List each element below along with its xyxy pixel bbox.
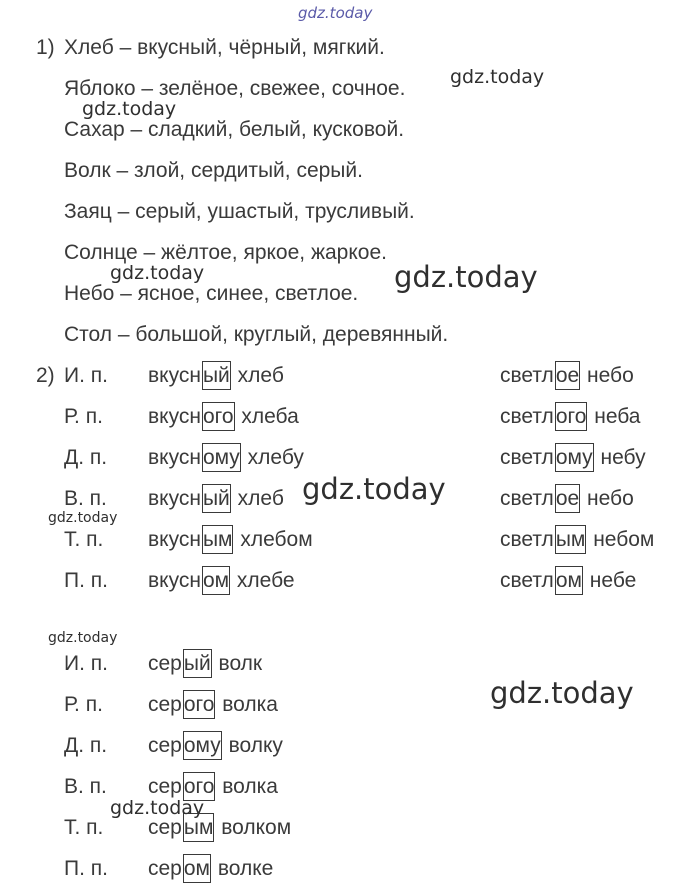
case-label: П. п. bbox=[64, 569, 108, 592]
noun: хлебу bbox=[247, 446, 304, 469]
phrase-bright-sky bbox=[500, 446, 646, 470]
stem: светл bbox=[500, 446, 554, 469]
stem: сер bbox=[148, 652, 182, 675]
phrase-grey-wolf bbox=[148, 652, 262, 676]
ending-box: ый bbox=[183, 649, 212, 678]
noun: волка bbox=[222, 693, 278, 716]
stem: светл bbox=[500, 364, 554, 387]
ending-box: ым bbox=[202, 525, 234, 554]
watermark: gdz.today bbox=[394, 260, 538, 294]
case-label: Т. п. bbox=[64, 816, 104, 839]
watermark-top: gdz.today bbox=[298, 4, 373, 22]
stem: сер bbox=[148, 816, 182, 839]
stem: сер bbox=[148, 857, 182, 880]
noun: волку bbox=[228, 734, 283, 757]
ending-box: ым bbox=[555, 525, 587, 554]
phrase-bright-sky bbox=[500, 569, 636, 593]
part1-line: Яблоко – зелёное, свежее, сочное. bbox=[64, 77, 406, 100]
noun: хлебом bbox=[240, 528, 313, 551]
stem: вкусн bbox=[148, 487, 201, 510]
phrase-grey-wolf bbox=[148, 693, 278, 717]
phrase-grey-wolf bbox=[148, 775, 278, 799]
ending-box: ого bbox=[555, 402, 588, 431]
stem: сер bbox=[148, 775, 182, 798]
case-label: И. п. bbox=[64, 364, 108, 387]
case-label: Т. п. bbox=[64, 528, 104, 551]
ending-box: ое bbox=[555, 484, 580, 513]
phrase-bright-sky bbox=[500, 487, 634, 511]
ending-box: ом bbox=[555, 566, 583, 595]
stem: вкусн bbox=[148, 364, 201, 387]
ending-box: ого bbox=[183, 690, 216, 719]
phrase-tasty-bread bbox=[148, 446, 304, 470]
stem: сер bbox=[148, 734, 182, 757]
watermark: gdz.today bbox=[110, 797, 205, 819]
ending-box: ом bbox=[202, 566, 230, 595]
part1-line: Солнце – жёлтое, яркое, жаркое. bbox=[64, 241, 387, 264]
case-label: Р. п. bbox=[64, 405, 103, 428]
stem: вкусн bbox=[148, 528, 201, 551]
stem: светл bbox=[500, 528, 554, 551]
noun: небо bbox=[587, 487, 634, 510]
stem: вкусн bbox=[148, 569, 201, 592]
case-label: И. п. bbox=[64, 652, 108, 675]
noun: небо bbox=[587, 364, 634, 387]
stem: светл bbox=[500, 487, 554, 510]
watermark: gdz.today bbox=[302, 472, 446, 506]
ending-box: ому bbox=[555, 443, 594, 472]
noun: хлебе bbox=[236, 569, 295, 592]
stem: светл bbox=[500, 569, 554, 592]
noun: небе bbox=[589, 569, 637, 592]
part1-line: Сахар – сладкий, белый, кусковой. bbox=[64, 118, 405, 141]
watermark: gdz.today bbox=[110, 262, 205, 284]
case-label: В. п. bbox=[64, 775, 107, 798]
part1-number: 1) bbox=[36, 36, 55, 59]
noun: волке bbox=[217, 857, 274, 880]
ending-box: ым bbox=[183, 813, 215, 842]
part2-number: 2) bbox=[36, 364, 55, 387]
case-label: П. п. bbox=[64, 857, 108, 880]
stem: светл bbox=[500, 405, 554, 428]
phrase-tasty-bread bbox=[148, 487, 284, 511]
part1-line: Стол – большой, круглый, деревянный. bbox=[64, 323, 449, 346]
ending-box: ый bbox=[202, 484, 231, 513]
phrase-grey-wolf bbox=[148, 857, 273, 881]
watermark: gdz.today bbox=[490, 676, 634, 710]
ending-box: ого bbox=[183, 772, 216, 801]
stem: вкусн bbox=[148, 446, 201, 469]
noun: неба bbox=[594, 405, 641, 428]
phrase-tasty-bread bbox=[148, 569, 295, 593]
ending-box: ого bbox=[202, 402, 235, 431]
watermark: gdz.today bbox=[82, 98, 177, 120]
noun: небом bbox=[593, 528, 655, 551]
phrase-grey-wolf bbox=[148, 816, 291, 840]
case-label: Д. п. bbox=[64, 734, 108, 757]
ending-box: ое bbox=[555, 361, 580, 390]
noun: волком bbox=[221, 816, 292, 839]
phrase-grey-wolf bbox=[148, 734, 283, 758]
watermark: gdz.today bbox=[48, 630, 118, 646]
part1-line: Хлеб – вкусный, чёрный, мягкий. bbox=[64, 36, 385, 59]
noun: волк bbox=[218, 652, 263, 675]
phrase-bright-sky bbox=[500, 405, 640, 429]
watermark: gdz.today bbox=[450, 66, 545, 88]
phrase-tasty-bread bbox=[148, 405, 299, 429]
noun: небу bbox=[600, 446, 646, 469]
phrase-bright-sky bbox=[500, 528, 654, 552]
part1-line: Небо – ясное, синее, светлое. bbox=[64, 282, 359, 305]
ending-box: ом bbox=[183, 854, 211, 883]
noun: хлеб bbox=[237, 487, 284, 510]
stem: сер bbox=[148, 693, 182, 716]
part1-line: Заяц – серый, ушастый, трусливый. bbox=[64, 200, 415, 223]
part1-line: Волк – злой, сердитый, серый. bbox=[64, 159, 363, 182]
ending-box: ый bbox=[202, 361, 231, 390]
noun: хлеба bbox=[241, 405, 299, 428]
case-label: Р. п. bbox=[64, 693, 103, 716]
ending-box: ому bbox=[202, 443, 241, 472]
phrase-bright-sky bbox=[500, 364, 634, 388]
ending-box: ому bbox=[183, 731, 222, 760]
noun: волка bbox=[222, 775, 278, 798]
noun: хлеб bbox=[237, 364, 284, 387]
watermark: gdz.today bbox=[48, 510, 118, 526]
phrase-tasty-bread bbox=[148, 364, 284, 388]
case-label: В. п. bbox=[64, 487, 107, 510]
case-label: Д. п. bbox=[64, 446, 108, 469]
phrase-tasty-bread bbox=[148, 528, 313, 552]
stem: вкусн bbox=[148, 405, 201, 428]
